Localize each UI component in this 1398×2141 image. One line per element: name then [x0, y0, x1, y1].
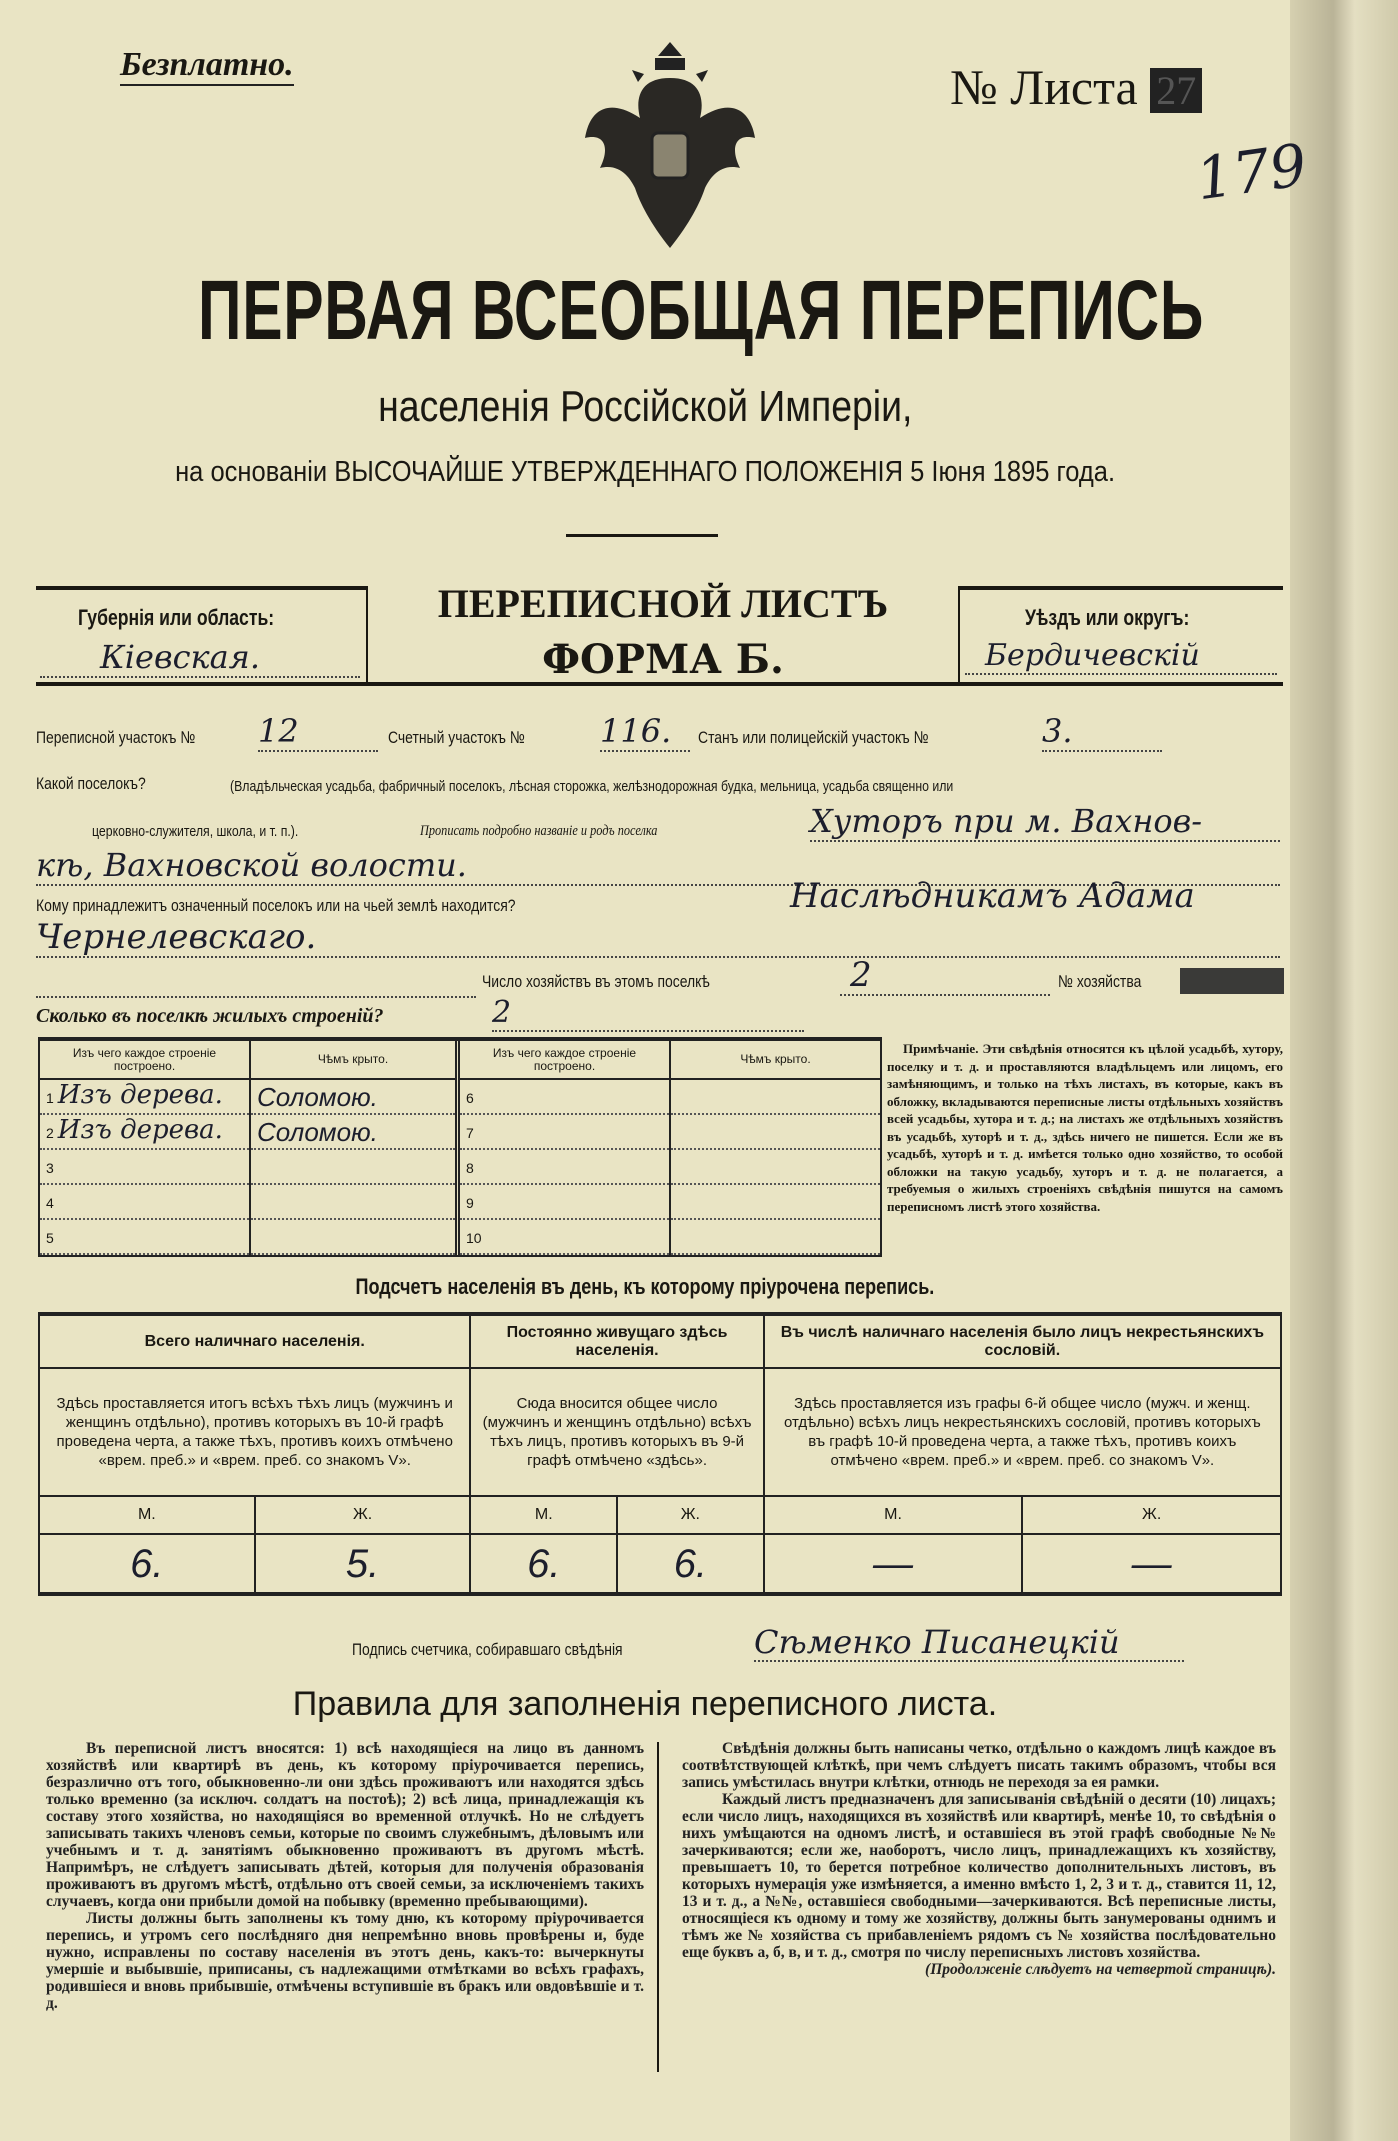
- divider: [566, 534, 718, 537]
- legal-basis: [0, 456, 1290, 489]
- rules-paragraph: Свѣдѣнія должны быть написаны четко, отдѣльно о каждомъ лицѣ каждое въ соотвѣтствующей клѣткѣ, при чемъ слѣдуетъ писать такимъ образомъ, чтобы вся запись умѣстилась внутри клѣтки, отнюдь не переходя за ея рамки.: [682, 1740, 1276, 1791]
- building-roof: Соломою.: [250, 1079, 458, 1114]
- building-row: [40, 1149, 458, 1184]
- sheet-number-label: № Листа: [950, 59, 1138, 115]
- building-material: [460, 1184, 670, 1219]
- non-peasant-header: Въ числѣ наличнаго населенія было лицъ некрестьянскихъ сословій.: [764, 1314, 1281, 1368]
- building-roof: [670, 1184, 880, 1219]
- building-row: [460, 1184, 880, 1219]
- building-number: 10: [466, 1230, 482, 1246]
- building-roof: Соломою.: [250, 1114, 458, 1149]
- page-edge: [1290, 0, 1398, 2141]
- building-row: [40, 1079, 458, 1114]
- households-label: Число хозяйствъ въ этомъ поселкѣ: [482, 972, 710, 991]
- settlement-label: Какой поселокъ?: [36, 774, 146, 793]
- building-roof: [250, 1219, 458, 1254]
- buildings-table-left: [40, 1041, 460, 1255]
- dotted-line: [36, 996, 476, 998]
- building-material: [460, 1114, 670, 1149]
- sheet-number-struck: 27: [1150, 68, 1202, 113]
- dwellings-value: 2: [492, 996, 804, 1032]
- rules-title: Правила для заполненія переписного листа.: [292, 1685, 998, 1723]
- owner-label: Кому принадлежитъ означенный поселокъ или на чьей землѣ находится?: [36, 896, 516, 915]
- building-roof: [670, 1149, 880, 1184]
- building-number: 9: [466, 1195, 474, 1211]
- female-count: —: [1022, 1534, 1281, 1594]
- population-title-wrap: [0, 1274, 1290, 1300]
- building-roof: [670, 1114, 880, 1149]
- building-material: [460, 1149, 670, 1184]
- female-header: Ж.: [617, 1496, 764, 1534]
- stan-value: 3.: [1042, 712, 1162, 752]
- rules-left-column: [46, 1740, 644, 2012]
- stan-label: Станъ или полицейскій участокъ №: [698, 728, 929, 747]
- male-header: М.: [764, 1496, 1023, 1534]
- total-population-header: Всего наличнаго населенія.: [39, 1314, 470, 1368]
- household-no-redacted: [1180, 968, 1284, 994]
- imperial-eagle-emblem: [580, 38, 760, 253]
- building-roof: [670, 1219, 880, 1254]
- building-material: [40, 1079, 250, 1114]
- building-material-value: Изъ дерева.: [57, 1080, 223, 1110]
- building-material: [460, 1079, 670, 1114]
- sex-header-row: [39, 1496, 1281, 1534]
- form-name: ПЕРЕПИСНОЙ ЛИСТЪ: [437, 581, 889, 626]
- census-district-value: 12: [258, 712, 378, 752]
- building-roof: [250, 1149, 458, 1184]
- building-material: [40, 1149, 250, 1184]
- material-header: Изъ чего каждое строеніе построено.: [40, 1041, 250, 1079]
- uezd-label: Уѣздъ или округъ:: [1025, 605, 1190, 630]
- building-number: 1: [46, 1090, 54, 1106]
- permanent-population-header: Постоянно живущаго здѣсь населенія.: [470, 1314, 763, 1368]
- female-header: Ж.: [255, 1496, 471, 1534]
- building-row: [40, 1219, 458, 1254]
- male-header: М.: [470, 1496, 617, 1534]
- population-title: Подсчетъ населенія въ день, къ которому пріурочена перепись.: [355, 1274, 935, 1299]
- column-divider: [657, 1742, 659, 2072]
- dwellings-label: Сколько въ поселкѣ жилыхъ строеній?: [36, 1005, 384, 1027]
- rules-paragraph: Каждый листъ предназначенъ для записыванія свѣдѣній о десяти (10) лицахъ; если число лицъ, находящихся въ хозяйствѣ или квартирѣ, менѣе 10, то свѣдѣнія о нихъ умѣщаются на одномъ листѣ, и оставшіеся въ этой графѣ свободные №№ зачеркиваются; если же, наоборотъ, число лицъ, принадлежащихъ къ хозяйству, превышаетъ 10, то берется потребное количество дополнительныхъ листовъ, въ которыхъ нумерація уже измѣняется, а именно вмѣсто 1, 2, 3 и т. д., ставится 11, 12, 13 и т. д., а №№, оставшіеся свободными—зачеркиваются. Всѣ переписные листы, относящіеся къ одному и тому же хозяйству, должны быть занумерованы однимъ и тѣмъ же № хозяйства съ прибавленіемъ рядомъ съ № хозяйства послѣдовательно еще буквъ а, б, в, и т. д., смотря по числу переписныхъ листовъ хозяйства.: [682, 1791, 1276, 1961]
- gubernia-label: Губернія или область:: [78, 605, 275, 630]
- building-number: 7: [466, 1125, 474, 1141]
- owner-value-2: Чернелевскаго.: [36, 918, 1280, 958]
- sheet-number: [950, 58, 1202, 116]
- rule: [958, 586, 960, 682]
- building-material: [40, 1184, 250, 1219]
- building-roof: [250, 1184, 458, 1219]
- non-peasant-desc: Здѣсь проставляется изъ графы 6-й общее число (мужч. и женщ. отдѣльно) всѣхъ лицъ некрестьянскихъ сословій, противъ которыхъ въ графѣ 10-й проведена черта, а также тѣхъ, противъ коихъ отмѣчено «врем. преб.» и «врем. преб. со знакомъ V».: [764, 1368, 1281, 1496]
- legal-basis-text: на основаніи ВЫСОЧАЙШЕ УТВЕРЖДЕННАГО ПОЛОЖЕНІЯ 5 Іюня 1895 года.: [174, 456, 1115, 488]
- signature-value: Сѣменко Писанецкій: [754, 1624, 1184, 1662]
- building-number: 4: [46, 1195, 54, 1211]
- total-population-desc: Здѣсь проставляется итогъ всѣхъ тѣхъ лицъ (мужчинъ и женщинъ отдѣльно), противъ которыхъ въ 10-й графѣ проведена черта, а также тѣхъ, противъ коихъ отмѣчено «врем. преб.» и «врем. преб. со знакомъ V».: [39, 1368, 470, 1496]
- building-row: [460, 1219, 880, 1254]
- buildings-table: [38, 1037, 882, 1257]
- building-row: [40, 1114, 458, 1149]
- uezd-value: Бердичевскій: [965, 638, 1277, 675]
- free-label: Безплатно.: [120, 46, 294, 86]
- rules-paragraph: Листы должны быть заполнены къ тому дню, къ которому пріурочивается перепись, и утромъ сего послѣдняго дня непремѣнно вновь провѣрены и, буде нужно, исправлены по составу населенія въ этотъ день, какъ-то: вычеркнуты умершіе и выбывшіе, приписаны, съ надлежащими отмѣтками во всѣхъ графахъ, родившіеся и вновь прибывшіе, отмѣчены вступившіе въ бракъ или овдовѣвшіе и т. д.: [46, 1910, 644, 2012]
- continued-note: (Продолженіе слѣдуетъ на четвертой страницѣ).: [925, 1961, 1276, 1978]
- count-row: [39, 1534, 1281, 1594]
- building-number: 3: [46, 1160, 54, 1176]
- settlement-value: Хуторъ при м. Вахнов-: [810, 802, 1280, 842]
- building-number: 2: [46, 1125, 54, 1141]
- count-district-label: Счетный участокъ №: [388, 728, 525, 747]
- page-title: ПЕРВАЯ ВСЕОБЩАЯ ПЕРЕПИСЬ: [198, 263, 1205, 357]
- female-header: Ж.: [1022, 1496, 1281, 1534]
- material-header: Изъ чего каждое строеніе построено.: [460, 1041, 670, 1079]
- rules-paragraph: Въ переписной листъ вносятся: 1) всѣ находящіеся на лицо въ данномъ хозяйствѣ или квартирѣ въ день, къ которому пріурочивается перепись, безразлично отъ того, обыкновенно-ли они здѣсь проживаютъ или находятся здѣсь только временно (за исключ. солдатъ на постоѣ); 2) всѣ лица, принадлежащія къ составу этого хозяйства, но находящіяся во временной отлучкѣ. Но не слѣдуетъ записывать такихъ членовъ семьи, которые по своимъ служебнымъ, дѣловымъ или учебнымъ и т. д. занятіямъ обыкновенно проживаютъ въ другомъ мѣстѣ. Напримѣръ, не слѣдуетъ записывать дѣтей, которыя для полученія образованія проживаютъ въ другомъ мѣстѣ, отдѣльно отъ своей семьи, за исключеніемъ такихъ случаевъ, когда они прибыли домой на побывку (временно пребывающими).: [46, 1740, 644, 1910]
- owner-value: Наслѣдникамъ Адама: [790, 876, 1195, 916]
- signature-label: Подпись счетчика, собиравшаго свѣдѣнія: [352, 1640, 623, 1659]
- count-district-value: 116.: [600, 712, 690, 752]
- building-material: [460, 1219, 670, 1254]
- households-value: 2: [840, 956, 1050, 996]
- building-material: [40, 1114, 250, 1149]
- building-row: [460, 1079, 880, 1114]
- household-no-label: № хозяйства: [1058, 972, 1142, 991]
- building-number: 6: [466, 1090, 474, 1106]
- female-count: 5.: [255, 1534, 471, 1594]
- building-number: 5: [46, 1230, 54, 1246]
- building-row: [460, 1149, 880, 1184]
- settlement-hint-2: церковно-служителя, школа, и т. п.).: [92, 823, 299, 840]
- population-table: [38, 1312, 1282, 1596]
- building-material: [40, 1219, 250, 1254]
- male-count: —: [764, 1534, 1023, 1594]
- subtitle-text: населенія Россійской Имперіи,: [377, 382, 913, 431]
- rules-right-column: [682, 1740, 1276, 1978]
- sheet-number-handwritten: 179: [1191, 130, 1311, 214]
- male-count: 6.: [39, 1534, 255, 1594]
- roof-header: Чѣмъ крыто.: [670, 1041, 880, 1079]
- settlement-hint-3: Прописать подробно названіе и родъ поселка: [420, 823, 658, 839]
- roof-header: Чѣмъ крыто.: [250, 1041, 458, 1079]
- gubernia-value: Кіевская.: [40, 638, 360, 678]
- building-number: 8: [466, 1160, 474, 1176]
- building-row: [40, 1184, 458, 1219]
- building-roof: [670, 1079, 880, 1114]
- male-count: 6.: [470, 1534, 617, 1594]
- buildings-table-right: [460, 1041, 880, 1255]
- settlement-value-2: кѣ, Вахновской волости.: [36, 846, 1280, 886]
- permanent-population-desc: Сюда вносится общее число (мужчинъ и женщинъ отдѣльно) всѣхъ тѣхъ лицъ, противъ которыхъ въ 9-й графѣ отмѣчено «здѣсь».: [470, 1368, 763, 1496]
- form-type: ФОРМА Б.: [542, 636, 784, 683]
- building-material-value: Изъ дерева.: [57, 1115, 223, 1145]
- male-header: М.: [39, 1496, 255, 1534]
- subtitle: [0, 382, 1290, 432]
- building-row: [460, 1114, 880, 1149]
- census-district-label: Переписной участокъ №: [36, 728, 196, 747]
- settlement-hint: (Владѣльческая усадьба, фабричный поселокъ, лѣсная сторожка, желѣзнодорожная будка, мельница, усадьба священно или: [230, 778, 954, 795]
- rule: [958, 586, 1283, 590]
- rule: [36, 586, 366, 590]
- note-text: Примѣчаніе. Эти свѣдѣнія относятся къ цѣлой усадьбѣ, хутору, поселку и т. д. и проставляются владѣльцемъ или лицомъ, его замѣняющимъ, и только на тѣхъ листахъ, въ которые, какъ въ обложку, вкладываются переписные листы отдѣльныхъ хозяйствъ всей усадьбы, хутора и т. д.; на листахъ же отдѣльныхъ хозяйствъ въ усадьбѣ, хуторѣ и т. д., здѣсь ничего не пишется. Если же въ усадьбѣ, хуторѣ и т. д. имѣется только одно хозяйство, то особой обложки на такую усадьбу, хуторъ и т. д. не полагается, а требуемыя о жилыхъ строеніяхъ свѣдѣнія пишутся на самомъ переписномъ листѣ этого хозяйства.: [887, 1041, 1283, 1214]
- female-count: 6.: [617, 1534, 764, 1594]
